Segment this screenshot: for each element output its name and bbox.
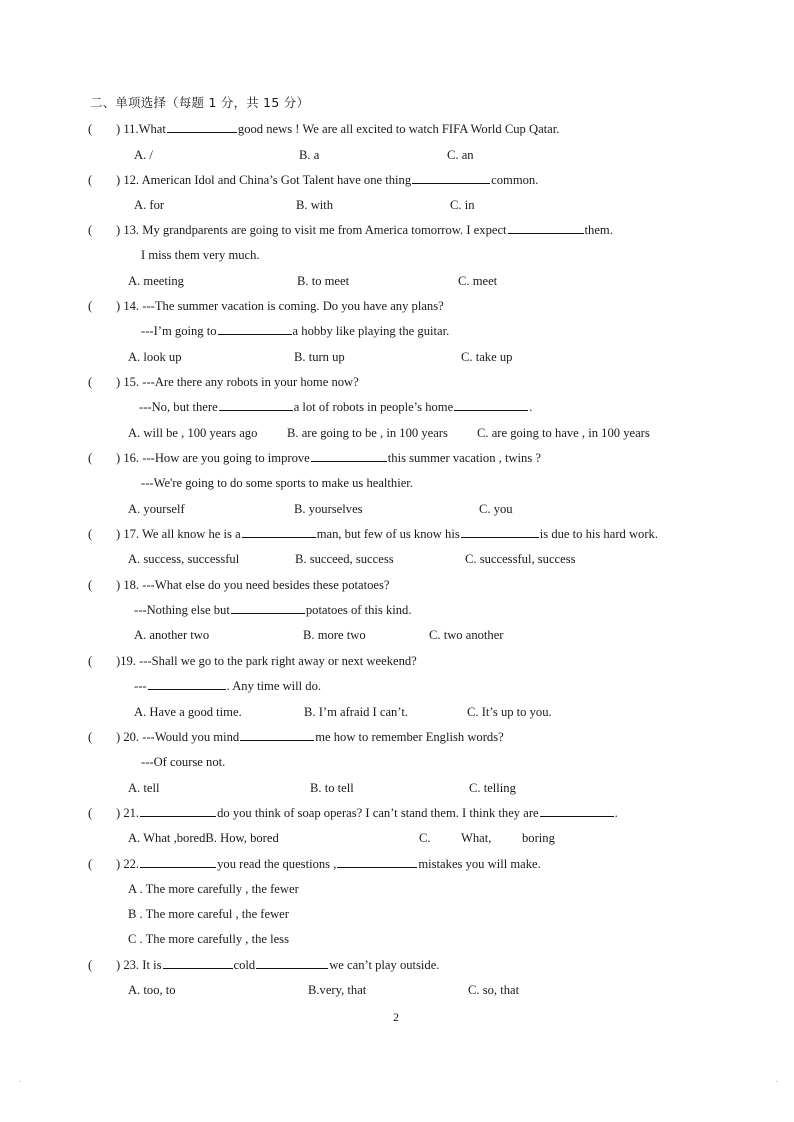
option-a: A. success, successful [128, 552, 240, 566]
question-stem: ) 22. you read the questions , mistakes you will make. [116, 857, 541, 871]
option-c: C. you [479, 502, 513, 516]
answer-bracket: ( [88, 122, 93, 136]
option-c: C. [419, 831, 431, 845]
option-c-text-2: boring [522, 831, 555, 845]
answer-bracket: ( [88, 299, 93, 313]
question-stem: ) 14. ---The summer vacation is coming. Do you have any plans? [116, 299, 444, 313]
answer-blank [140, 856, 216, 868]
answer-blank [219, 399, 293, 411]
option-a: A. look up [128, 350, 182, 364]
answer-blank [140, 805, 216, 817]
scan-mark: · [775, 1077, 779, 1088]
answer-bracket: ( [88, 527, 93, 541]
option-c: C. It’s up to you. [467, 705, 552, 719]
answer-bracket: ( [88, 451, 93, 465]
question-stem: ) 21. do you think of soap operas? I can’t stand them. I think they are . [116, 806, 618, 820]
answer-blank [218, 323, 292, 335]
option-a: A. another two [134, 628, 210, 642]
option-b: B. a [299, 148, 320, 162]
option-c: C . The more carefully , the less [128, 932, 289, 946]
option-a: A . The more carefully , the fewer [128, 882, 299, 896]
option-b: B.very, that [308, 983, 367, 997]
question-stem-line-2: --- . Any time will do. [134, 679, 322, 693]
answer-bracket: ( [88, 578, 93, 592]
option-c-text: What, [461, 831, 492, 845]
answer-blank [240, 729, 314, 741]
question-stem: ) 23. It is cold we can’t play outside. [116, 958, 440, 972]
option-a: A. for [134, 198, 165, 212]
answer-blank [337, 856, 417, 868]
question-stem: )19. ---Shall we go to the park right away or next weekend? [116, 654, 417, 668]
answer-blank [540, 805, 614, 817]
answer-blank [508, 222, 584, 234]
question-stem: ) 11.What good news ! We are all excited to watch FIFA World Cup Qatar. [116, 122, 560, 136]
answer-blank [231, 602, 305, 614]
option-c: C. meet [458, 274, 498, 288]
answer-blank [454, 399, 528, 411]
answer-bracket: ( [88, 223, 93, 237]
option-b: B. are going to be , in 100 years [287, 426, 448, 440]
option-a-b: A. What ,boredB. How, bored [128, 831, 279, 845]
option-c: C. so, that [468, 983, 520, 997]
answer-bracket: ( [88, 654, 93, 668]
option-a: A. too, to [128, 983, 176, 997]
answer-blank [242, 526, 316, 538]
question-stem: ) 20. ---Would you mind me how to remember English words? [116, 730, 504, 744]
section-title: 二、单项选择（每题 1 分，共 15 分） [90, 95, 310, 110]
question-stem: ) 18. ---What else do you need besides these potatoes? [116, 578, 390, 592]
answer-blank [167, 121, 237, 133]
option-a: A. yourself [128, 502, 185, 516]
question-stem-line-2: ---I’m going to a hobby like playing the guitar. [141, 324, 450, 338]
option-b: B. to tell [310, 781, 354, 795]
option-b: B. with [296, 198, 334, 212]
question-stem: ) 13. My grandparents are going to visit me from America tomorrow. I expect them. [116, 223, 613, 237]
option-a: A. meeting [128, 274, 184, 288]
option-b: B. more two [303, 628, 366, 642]
option-c: C. successful, success [465, 552, 576, 566]
answer-bracket: ( [88, 857, 93, 871]
question-stem: ) 17. We all know he is a man, but few of us know his is due to his hard work. [116, 527, 658, 541]
question-stem: ) 16. ---How are you going to improve this summer vacation , twins ? [116, 451, 541, 465]
option-a: A. Have a good time. [134, 705, 242, 719]
question-stem-line-2: I miss them very much. [141, 248, 260, 262]
option-b: B . The more careful , the fewer [128, 907, 289, 921]
question-stem: ) 12. American Idol and China’s Got Talent have one thing common. [116, 173, 539, 187]
question-stem-line-2: ---No, but there a lot of robots in people’s home . [139, 400, 533, 414]
option-b: B. yourselves [294, 502, 363, 516]
option-c: C. in [450, 198, 475, 212]
answer-bracket: ( [88, 730, 93, 744]
option-c: C. an [447, 148, 474, 162]
page-number: 2 [393, 1010, 399, 1024]
answer-blank [412, 172, 490, 184]
option-a: A. tell [128, 781, 160, 795]
answer-blank [461, 526, 539, 538]
option-c: C. take up [461, 350, 513, 364]
option-a: A. / [134, 148, 153, 162]
scan-mark: · [18, 1077, 22, 1088]
answer-blank [311, 450, 387, 462]
option-c: C. are going to have , in 100 years [477, 426, 650, 440]
question-stem-line-2: ---Nothing else but potatoes of this kind. [134, 603, 412, 617]
option-c: C. two another [429, 628, 504, 642]
option-b: B. to meet [297, 274, 350, 288]
answer-bracket: ( [88, 173, 93, 187]
question-stem-line-2: ---Of course not. [141, 755, 226, 769]
answer-blank [163, 957, 233, 969]
answer-bracket: ( [88, 806, 93, 820]
option-c: C. telling [469, 781, 516, 795]
question-stem: ) 15. ---Are there any robots in your home now? [116, 375, 359, 389]
answer-bracket: ( [88, 375, 93, 389]
option-a: A. will be , 100 years ago [128, 426, 258, 440]
option-b: B. succeed, success [295, 552, 394, 566]
answer-bracket: ( [88, 958, 93, 972]
question-stem-line-2: ---We're going to do some sports to make us healthier. [141, 476, 413, 490]
answer-blank [256, 957, 328, 969]
option-b: B. I’m afraid I can’t. [304, 705, 408, 719]
option-b: B. turn up [294, 350, 345, 364]
answer-blank [148, 678, 226, 690]
